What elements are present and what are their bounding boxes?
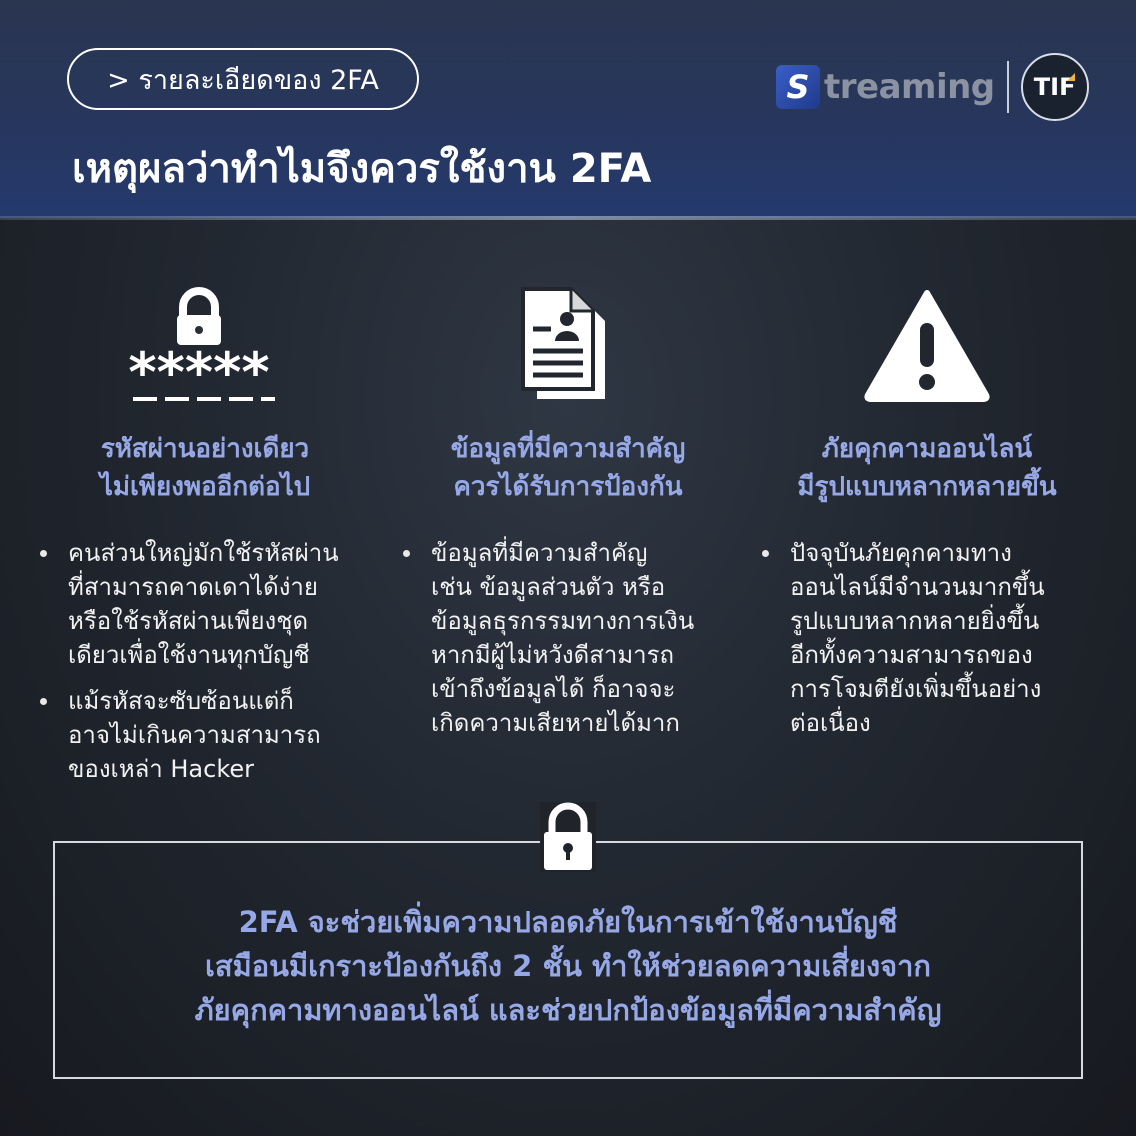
column-heading-line2: มีรูปแบบหลากหลายขึ้น <box>797 472 1057 502</box>
streaming-logo-letter: S <box>786 68 810 106</box>
bullet-line: ต่อเนื่อง <box>790 709 871 737</box>
column-heading <box>752 430 1102 506</box>
column-heading <box>393 430 743 506</box>
bullet-line: หากมีผู้ไม่หวังดีสามารถ <box>431 641 675 669</box>
column-heading-line2: ไม่เพียงพออีกต่อไป <box>99 472 311 502</box>
summary-text <box>53 900 1083 1032</box>
bullet-item <box>752 536 1102 740</box>
bullet-line: คนส่วนใหญ่มักใช้รหัสผ่าน <box>68 539 339 567</box>
warning-triangle-icon <box>752 280 1102 410</box>
bullet-item <box>30 536 380 672</box>
bullet-list <box>393 536 743 740</box>
bullet-line: ของเหล่า Hacker <box>68 755 254 783</box>
bullet-line: ที่สามารถคาดเดาได้ง่าย <box>68 573 318 601</box>
bullet-line: อาจไม่เกินความสามารถ <box>68 721 321 749</box>
summary-line: ภัยคุกคามทางออนไลน์ และช่วยปกป้องข้อมูลที่มีความสำคัญ <box>194 993 942 1027</box>
bullet-line: เดียวเพื่อใช้งานทุกบัญชี <box>68 641 310 669</box>
bullet-line: ข้อมูลที่มีความสำคัญ <box>431 539 648 567</box>
bullet-line: ปัจจุบันภัยคุกคามทาง <box>790 539 1012 567</box>
breadcrumb-text: > รายละเอียดของ 2FA <box>107 64 379 96</box>
bullet-line: เช่น ข้อมูลส่วนตัว หรือ <box>431 573 666 601</box>
tif-logo-text: TIF <box>1033 73 1076 101</box>
column-heading-line2: ควรได้รับการป้องกัน <box>453 472 683 502</box>
column-heading <box>30 430 380 506</box>
bullet-list <box>752 536 1102 740</box>
bullet-line: การโจมตียังเพิ่มขึ้นอย่าง <box>790 675 1042 703</box>
bullet-item <box>393 536 743 740</box>
password-mask: ***** <box>128 341 270 404</box>
brand-logos <box>776 52 1089 122</box>
padlock-icon <box>540 802 596 872</box>
bullet-line: รูปแบบหลากหลายยิ่งขึ้น <box>790 607 1040 635</box>
bullet-line: ข้อมูลธุรกรรมทางการเงิน <box>431 607 695 635</box>
bullet-line: เกิดความเสียหายได้มาก <box>431 709 680 737</box>
tif-logo-accent <box>1067 73 1075 81</box>
streaming-logo-text: treaming <box>824 67 995 107</box>
summary-line: 2FA จะช่วยเพิ่มความปลอดภัยในการเข้าใช้งานบัญชี <box>238 905 898 939</box>
column-heading-line1: ข้อมูลที่มีความสำคัญ <box>450 434 686 464</box>
tif-logo <box>1021 53 1089 121</box>
header-divider <box>0 216 1136 220</box>
streaming-logo-mark <box>776 65 820 109</box>
document-user-icon <box>393 280 743 410</box>
bullet-line: ออนไลน์มีจำนวนมากขึ้น <box>790 573 1045 601</box>
reason-column-threats <box>752 280 1102 752</box>
page-title: เหตุผลว่าทำไมจึงควรใช้งาน 2FA <box>72 146 652 192</box>
bullet-line: อีกทั้งความสามารถของ <box>790 641 1033 669</box>
bullet-list <box>30 536 380 786</box>
bullet-line: เข้าถึงข้อมูลได้ ก็อาจจะ <box>431 675 676 703</box>
column-heading-line1: รหัสผ่านอย่างเดียว <box>100 434 310 464</box>
bullet-line: หรือใช้รหัสผ่านเพียงชุด <box>68 607 309 635</box>
logo-separator <box>1007 61 1009 113</box>
password-lock-icon <box>30 280 380 410</box>
bullet-line: แม้รหัสจะซับซ้อนแต่ก็ <box>68 687 294 715</box>
bullet-item <box>30 684 380 786</box>
summary-line: เสมือนมีเกราะป้องกันถึง 2 ชั้น ทำให้ช่วยลดความเสี่ยงจาก <box>205 949 931 983</box>
reason-column-password <box>30 280 380 798</box>
column-heading-line1: ภัยคุกคามออนไลน์ <box>821 434 1033 464</box>
breadcrumb-pill <box>67 48 419 110</box>
reason-column-data <box>393 280 743 752</box>
